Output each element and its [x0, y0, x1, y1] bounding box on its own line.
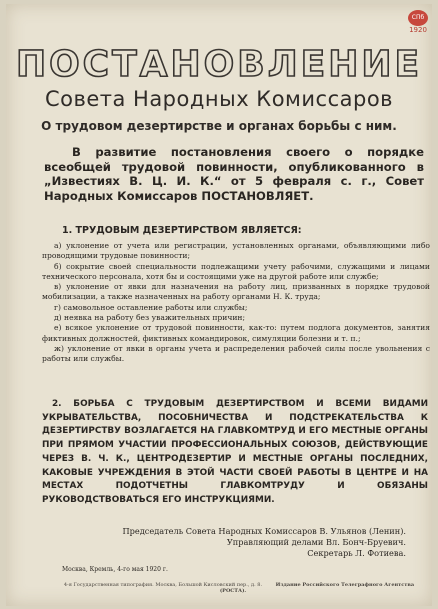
intro-paragraph: В развитие постановления своего о порядке всеобщей трудовой повинности, опубликованного в „Известиях В. Ц. И. К.“ от 5 февраля с. г., Совет Народных Комиссаров ПОСТАНОВЛЯЕТ. — [44, 145, 424, 203]
library-stamp — [406, 10, 430, 36]
clause-d: д) неявка на работу без уважительных причин; — [54, 313, 246, 323]
signature-chairman: Председатель Совета Народных Комиссаров В. Ульянов (Ленин). — [122, 526, 406, 536]
clause-b: б) сокрытие своей специальности подлежащими учету рабочими, служащими и лицами технического персонала, хотя бы и состоящими уже на другой работе или службе; — [42, 261, 430, 281]
signatures-block — [66, 526, 406, 559]
clause-a: а) уклонение от учета или регистрации, установленных органами, объявляющими либо проводящими трудовые повинности; — [42, 241, 430, 261]
section-2-paragraph: 2. БОРЬБА С ТРУДОВЫМ ДЕЗЕРТИРСТВОМ И ВСЕМИ ВИДАМИ УКРЫВАТЕЛЬСТВА, ПОСОБНИЧЕСТВА И ПОДСТРЕКАТЕЛЬСТВА К ДЕЗЕРТИРСТВУ ВОЗЛАГАЕТСЯ НА ГЛАВКОМТРУД И ЕГО МЕСТНЫЕ ОРГАНЫ ПРИ ПРЯМОМ УЧАСТИИ ПРОФЕССИОНАЛЬНЫХ СОЮЗОВ, ДЕЙСТВУЮЩИЕ ЧЕРЕЗ В. Ч. К., ЦЕНТРОДЕЗЕРТИР И МЕСТНЫЕ ОРГАНЫ ПОСЛЕДНИХ, КАКОВЫЕ УЧРЕЖДЕНИЯ В ЭТОЙ ЧАСТИ СВОЕЙ РАБОТЫ В ЦЕНТРЕ И НА МЕСТАХ ПОДОТЧЕТНЫ ГЛАВКОМТРУДУ И ОБЯЗАНЫ РУКОВОДСТВОВАТЬСЯ ЕГО ИНСТРУКЦИЯМИ. — [42, 399, 428, 505]
stamp-seal-icon: СПб — [408, 10, 428, 26]
section-1-clauses — [42, 241, 430, 365]
signature-manager: Управляющий делами Вл. Бонч-Бруевич. — [226, 537, 406, 547]
publisher-name: Издание Российского Телеграфного Агентства (РОСТА). — [219, 582, 415, 594]
decree-subheading: О трудовом дезертирстве и органах борьбы с ним. — [41, 119, 397, 133]
stamp-year: 1920 — [409, 26, 427, 34]
clause-zh: ж) уклонение от явки в органы учета и распределения рабочей силы после увольнения с работы или службы. — [42, 343, 430, 364]
page-subtitle: Совета Народных Комиссаров — [44, 87, 394, 111]
clause-e: е) всякое уклонение от трудовой повинности, как-то: путем подлога документов, занятия фиктивных должностей, фиктивных командировок, симуляции болезни и т. п.; — [42, 323, 430, 343]
clause-g: г) самовольное оставление работы или службы; — [54, 302, 248, 312]
page-title: ПОСТАНОВЛЕНИЕ — [15, 44, 423, 85]
printer-imprint — [46, 582, 426, 594]
signature-secretary: Секретарь Л. Фотиева. — [307, 548, 406, 558]
place-date: Москва, Кремль, 4-го мая 1920 г. — [62, 566, 168, 573]
clause-v: в) уклонение от явки для назначения на работу лиц, призванных в порядке трудовой мобилизации, а также назначенных на работу органами Н. К. труда; — [42, 282, 430, 302]
printer-name: 4-я Государственная типография. Москва, Большой Кисловский пер., д. 8. — [63, 582, 263, 588]
section-1-title: 1. ТРУДОВЫМ ДЕЗЕРТИРСТВОМ ЯВЛЯЕТСЯ: — [62, 225, 302, 236]
poster-sheet — [6, 4, 432, 606]
